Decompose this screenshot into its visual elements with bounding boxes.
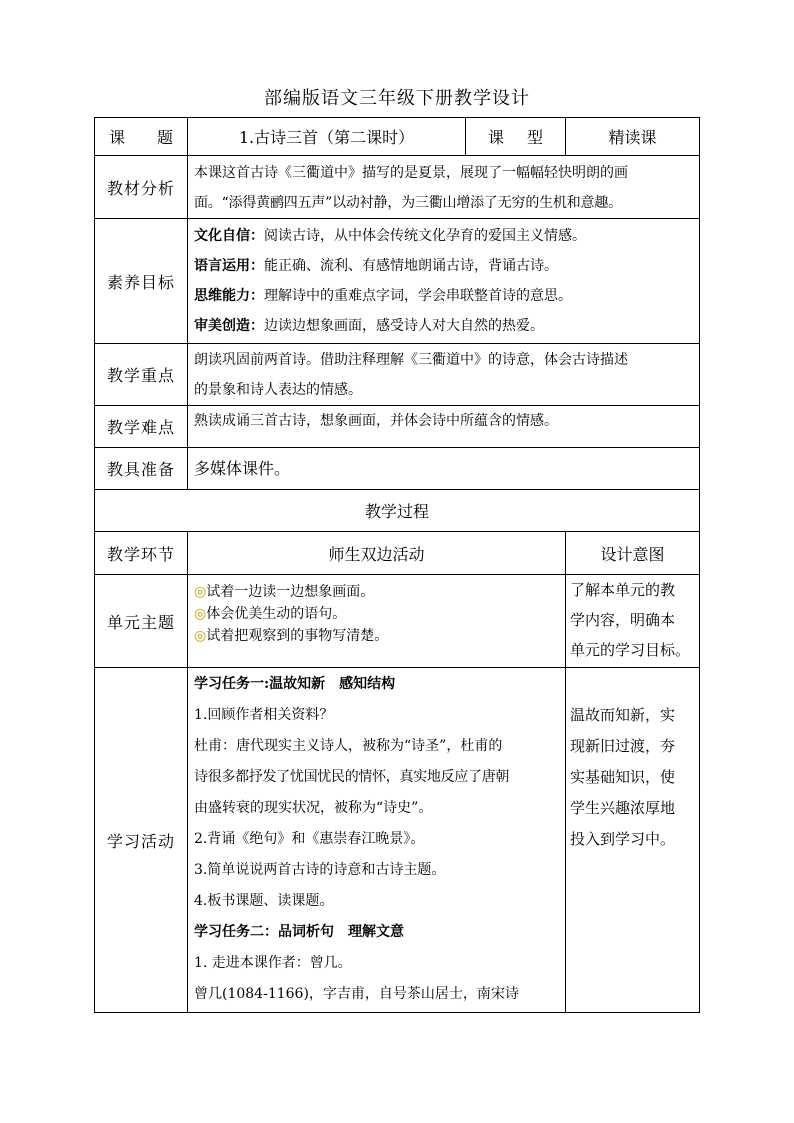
col-intent-header: 设计意图 <box>566 532 700 575</box>
task-heading: 学习任务二：品词析句 理解文意 <box>194 924 404 940</box>
intent-line: 温故而知新，实 <box>570 706 676 724</box>
circle-bullet-icon: ◎ <box>194 628 207 644</box>
intent-line: 学内容，明确本 <box>570 611 676 629</box>
col-activity-header: 师生双边活动 <box>188 532 566 575</box>
lesson-plan-table <box>94 117 700 1013</box>
goal-text: 能正确、流利、有感情地朗诵古诗，背诵古诗。 <box>264 258 558 274</box>
topic-label-a: 课 <box>109 128 126 147</box>
difficulties-label: 教学难点 <box>95 406 188 448</box>
type-label-b: 型 <box>526 128 543 147</box>
analysis-content <box>188 156 700 219</box>
analysis-line: 面。“添得黄鹂四五声”以动衬静，为三衢山增添了无穷的生机和意趣。 <box>194 195 622 211</box>
activity-line: 1.回顾作者相关资料？ <box>194 707 334 723</box>
intent-line: 投入到学习中。 <box>570 830 676 848</box>
key-points-content <box>188 344 700 406</box>
goal-head: 文化自信： <box>194 228 264 244</box>
unit-theme-bullet: ◎试着把观察到的事物写清楚。 <box>194 628 389 644</box>
goal-text: 边读边想象画面，感受诗人对大自然的热爱。 <box>264 318 544 334</box>
activity-line: 3.简单说说两首古诗的诗意和古诗主题。 <box>194 862 446 878</box>
unit-theme-intent <box>566 575 700 668</box>
goal-item <box>194 311 693 341</box>
difficulties-row <box>95 406 700 448</box>
activities-label: 学习活动 <box>95 668 188 1013</box>
col-stage-header: 教学环节 <box>95 532 188 575</box>
tools-label: 教具准备 <box>95 448 188 490</box>
type-label-a: 课 <box>488 128 505 147</box>
activity-line: 1. 走进本课作者：曾几。 <box>194 955 352 971</box>
topic-label-b: 题 <box>156 128 173 147</box>
goal-head: 思维能力： <box>194 288 264 304</box>
analysis-label: 教材分析 <box>95 156 188 219</box>
intent-line: 单元的学习目标。 <box>570 641 691 659</box>
topic-label-cell <box>95 118 188 156</box>
intent-line: 现新旧过渡，夯 <box>570 737 676 755</box>
key-points-label: 教学重点 <box>95 344 188 406</box>
unit-theme-row <box>95 575 700 668</box>
process-columns-row <box>95 532 700 575</box>
intent-line: 实基础知识，使 <box>570 768 676 786</box>
goal-text: 阅读古诗，从中体会传统文化孕育的爱国主义情感。 <box>264 228 586 244</box>
goal-item <box>194 251 693 281</box>
goal-head: 审美创造： <box>194 318 264 334</box>
key-points-line: 的景象和诗人表达的情感。 <box>194 382 362 398</box>
tools-content: 多媒体课件。 <box>188 448 700 490</box>
activity-line: 诗很多都抒发了忧国忧民的情怀，真实地反应了唐朝 <box>194 769 510 785</box>
goal-item <box>194 281 693 311</box>
circle-bullet-icon: ◎ <box>194 584 207 600</box>
task-heading: 学习任务一:温故知新 感知结构 <box>194 676 396 692</box>
intent-line: 学生兴趣浓厚地 <box>570 799 676 817</box>
activities-intent <box>566 668 700 1013</box>
goals-label: 素养目标 <box>95 219 188 344</box>
activities-content <box>188 668 566 1013</box>
difficulties-content: 熟读成诵三首古诗，想象画面，并体会诗中所蕴含的情感。 <box>188 406 700 448</box>
activity-line: 曾几(1084-1166)，字吉甫，自号茶山居士，南宋诗 <box>194 986 519 1002</box>
process-header: 教学过程 <box>95 490 700 532</box>
process-header-row <box>95 490 700 532</box>
type-value: 精读课 <box>566 118 700 156</box>
analysis-line: 本课这首古诗《三衢道中》描写的是夏景，展现了一幅幅轻快明朗的画 <box>194 165 628 181</box>
tools-row <box>95 448 700 490</box>
unit-theme-content <box>188 575 566 668</box>
analysis-row <box>95 156 700 219</box>
document-title: 部编版语文三年级下册教学设计 <box>264 88 530 109</box>
activities-row <box>95 668 700 1013</box>
goal-item <box>194 221 693 251</box>
key-points-line: 朗读巩固前两首诗。借助注释理解《三衢道中》的诗意，体会古诗描述 <box>194 352 628 368</box>
goals-content <box>188 219 700 344</box>
unit-theme-label: 单元主题 <box>95 575 188 668</box>
goals-row <box>95 219 700 344</box>
goal-text: 理解诗中的重难点字词，学会串联整首诗的意思。 <box>264 288 572 304</box>
intent-line: 了解本单元的教 <box>570 581 676 599</box>
activity-line: 杜甫：唐代现实主义诗人，被称为“诗圣”，杜甫的 <box>194 738 503 754</box>
activity-line: 2.背诵《绝句》和《惠崇春江晚景》。 <box>194 831 425 847</box>
type-label-cell <box>466 118 566 156</box>
topic-value: 1.古诗三首（第二课时） <box>188 118 466 156</box>
key-points-row <box>95 344 700 406</box>
activity-line: 由盛转衰的现实状况，被称为“诗史”。 <box>194 800 433 816</box>
unit-theme-bullet: ◎试着一边读一边想象画面。 <box>194 584 375 600</box>
goal-head: 语言运用： <box>194 258 264 274</box>
activity-line: 4.板书课题、读课题。 <box>194 893 334 909</box>
unit-theme-bullet: ◎体会优美生动的语句。 <box>194 606 347 622</box>
circle-bullet-icon: ◎ <box>194 606 207 622</box>
topic-row <box>95 118 700 156</box>
